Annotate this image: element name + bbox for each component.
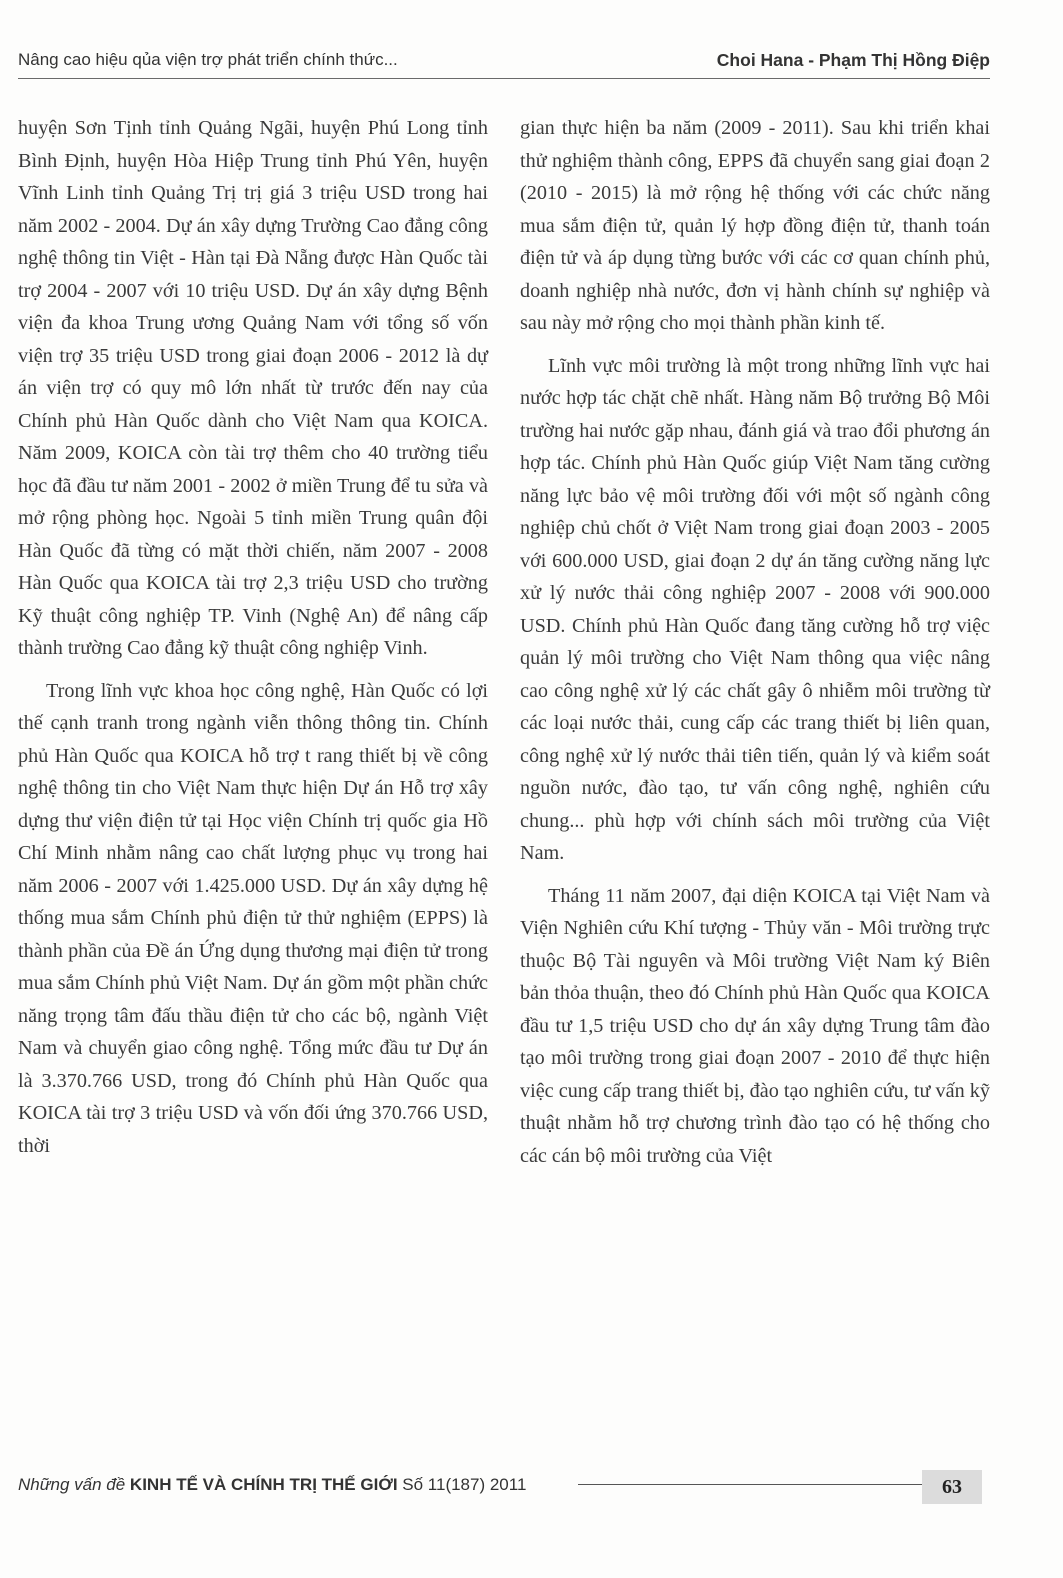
journal-title <box>18 1475 532 1495</box>
authors-header: Choi Hana - Phạm Thị Hồng Điệp <box>716 50 990 70</box>
issue-label: Số 11(187) 2011 <box>402 1475 527 1494</box>
running-header <box>18 48 990 79</box>
paragraph: Tháng 11 năm 2007, đại diện KOICA tại Việt Nam và Viện Nghiên cứu Khí tượng - Thủy văn - Môi trường trực thuộc Bộ Tài nguyên và Môi trường Việt Nam ký Biên bản thỏa thuận, theo đó Chính phủ Hàn Quốc qua KOICA đầu tư 1,5 triệu USD cho dự án xây dựng Trung tâm đào tạo môi trường trong giai đoạn 2007 - 2010 để thực hiện việc cung cấp trang thiết bị, đào tạo nghiên cứu, tư vấn kỹ thuật nhằm hỗ trợ chương trình đào tạo có hệ thống cho các cán bộ môi trường của Việt <box>520 884 990 1167</box>
article-title-header: Nâng cao hiệu qủa viện trợ phát triển chính thức... <box>18 50 398 69</box>
left-column <box>18 112 488 1172</box>
paragraph: gian thực hiện ba năm (2009 - 2011). Sau khi triển khai thử nghiệm thành công, EPPS đã chuyển sang giai đoạn 2 (2010 - 2015) là mở rộng hệ thống với các chức năng mua sắm điện tử, quản lý hợp đồng điện tử, thanh toán điện tử và áp dụng từng bước với các cơ quan chính phủ, doanh nghiệp nhà nước, đơn vị hành chính sự nghiệp và sau này mở rộng cho mọi thành phần kinh tế. <box>520 117 990 334</box>
right-column <box>520 112 990 1182</box>
footer-rule <box>578 1484 950 1485</box>
page-footer <box>18 1470 990 1504</box>
page-number: 63 <box>922 1470 982 1504</box>
paragraph: Lĩnh vực môi trường là một trong những lĩnh vực hai nước hợp tác chặt chẽ nhất. Hàng năm Bộ trưởng Bộ Môi trường hai nước gặp nhau, đánh giá và trao đổi phương án hợp tác. Chính phủ Hàn Quốc giúp Việt Nam tăng cường năng lực bảo vệ môi trường đối với một số ngành công nghiệp chủ chốt ở Việt Nam trong giai đoạn 2003 - 2005 với 600.000 USD, giai đoạn 2 dự án tăng cường năng lực xử lý nước thải công nghiệp 2007 - 2008 với 900.000 USD. Chính phủ Hàn Quốc đang tăng cường hỗ trợ việc quản lý môi trường cho Việt Nam thông qua việc nâng cao công nghệ xử lý các chất gây ô nhiễm môi trường từ các loại nước thải, cung cấp các trang thiết bị liên quan, công nghệ xử lý nước thải tiên tiến, quản lý và kiểm soát nguồn nước, đào tạo, tư vấn công nghệ, nghiên cứu chung... phù hợp với chính sách môi trường của Việt Nam. <box>520 354 990 864</box>
paragraph: Trong lĩnh vực khoa học công nghệ, Hàn Quốc có lợi thế cạnh tranh trong ngành viễn thông thông tin. Chính phủ Hàn Quốc qua KOICA hỗ trợ t rang thiết bị về công nghệ thông tin cho Việt Nam thực hiện Dự án Hỗ trợ xây dựng thư viện điện tử tại Học viện Chính trị quốc gia Hồ Chí Minh nhằm nâng cao chất lượng phục vụ trong hai năm 2006 - 2007 với 1.425.000 USD. Dự án xây dựng hệ thống mua sắm Chính phủ điện tử thử nghiệm (EPPS) là thành phần của Đề án Ứng dụng thương mại điện tử trong mua sắm Chính phủ Việt Nam. Dự án gồm một phần chức năng trọng tâm đấu thầu điện tử cho các bộ, ngành Việt Nam và chuyển giao công nghệ. Tổng mức đầu tư Dự án là 3.370.766 USD, trong đó Chính phủ Hàn Quốc qua KOICA tài trợ 3 triệu USD và vốn đối ứng 370.766 USD, thời <box>18 679 488 1157</box>
paragraph: huyện Sơn Tịnh tỉnh Quảng Ngãi, huyện Phú Long tỉnh Bình Định, huyện Hòa Hiệp Trung tỉnh Phú Yên, huyện Vĩnh Linh tỉnh Quảng Trị trị giá 3 triệu USD trong hai năm 2002 - 2004. Dự án xây dựng Trường Cao đẳng công nghệ thông tin Việt - Hàn tại Đà Nẵng được Hàn Quốc tài trợ 2004 - 2007 với 10 triệu USD. Dự án xây dựng Bệnh viện đa khoa Trung ương Quảng Nam với tổng số vốn viện trợ 35 triệu USD trong giai đoạn 2006 - 2012 là dự án viện trợ có quy mô lớn nhất từ trước đến nay của Chính phủ Hàn Quốc dành cho Việt Nam qua KOICA. Năm 2009, KOICA còn tài trợ thêm cho 40 trường tiểu học đã đầu tư năm 2001 - 2002 ở miền Trung để tu sửa và mở rộng phòng học. Ngoài 5 tỉnh miền Trung quân đội Hàn Quốc đã từng có mặt thời chiến, năm 2007 - 2008 Hàn Quốc qua KOICA tài trợ 2,3 triệu USD cho trường Kỹ thuật công nghiệp TP. Vinh (Nghệ An) để nâng cấp thành trường Cao đẳng kỹ thuật công nghiệp Vinh. <box>18 117 488 659</box>
journal-prefix: Những vấn đề <box>18 1475 126 1494</box>
journal-name: KINH TẾ VÀ CHÍNH TRỊ THẾ GIỚI <box>129 1475 398 1494</box>
